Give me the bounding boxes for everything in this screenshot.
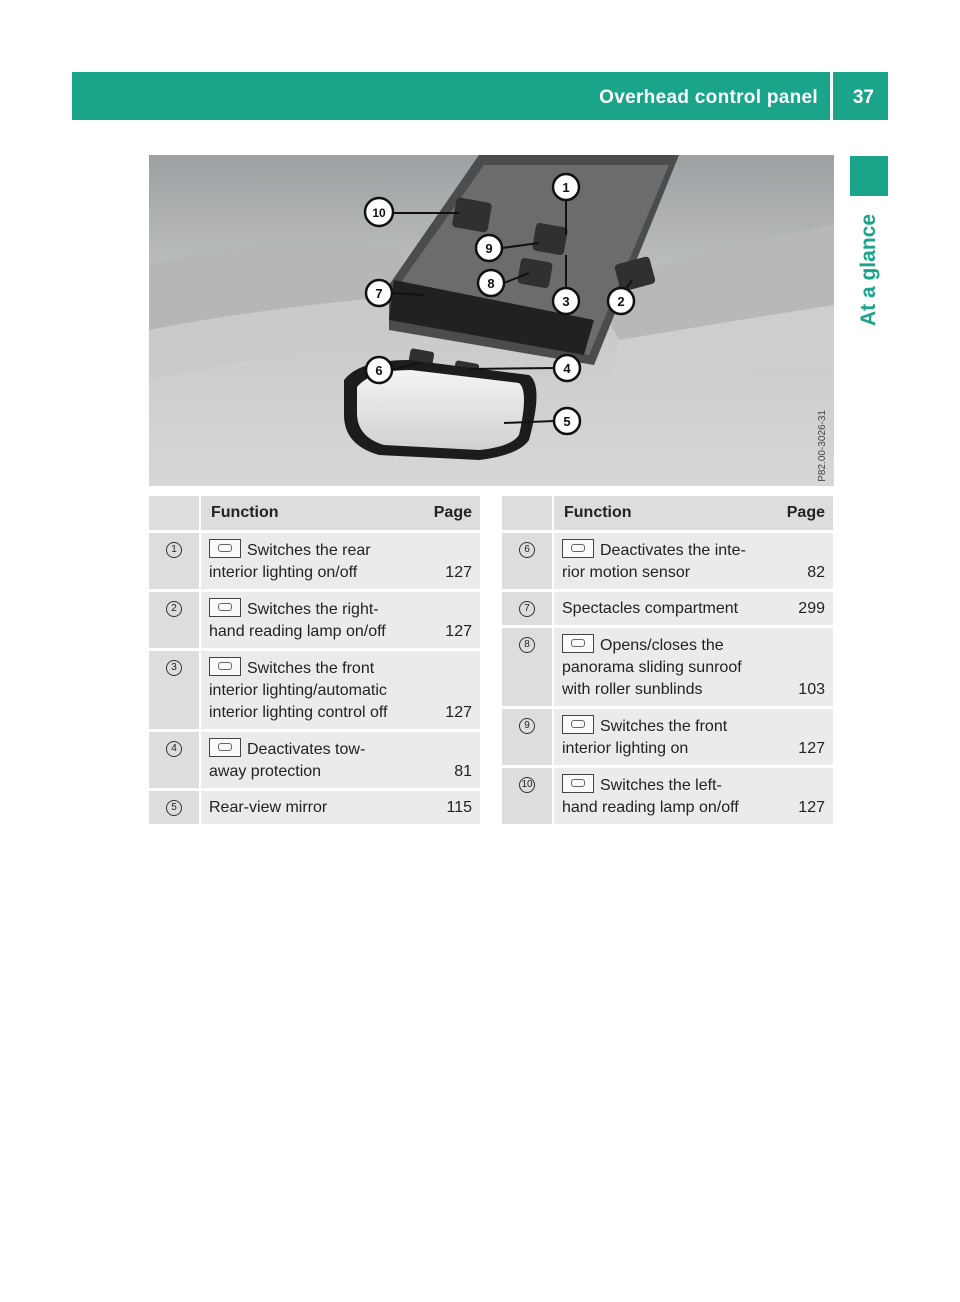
item-number: 3 (166, 660, 182, 676)
overhead-panel-illustration (149, 155, 834, 486)
header-divider (830, 72, 833, 120)
section-title: Overhead control panel (599, 87, 818, 108)
sunroof-icon (562, 634, 594, 653)
table-row (149, 790, 480, 826)
overhead-panel-photo (149, 155, 834, 486)
function-text: Opens/closes the (600, 637, 724, 654)
function-text: with roller sunblinds (562, 681, 703, 698)
page-reference: 115 (412, 790, 480, 826)
table-row (502, 627, 833, 708)
rear-interior-light-icon (209, 539, 241, 558)
callout-10 (365, 198, 393, 226)
function-text: Spectacles compartment (553, 591, 765, 627)
function-text: panorama sliding sunroof (562, 659, 742, 676)
header-page: Page (765, 496, 833, 532)
item-number: 10 (519, 777, 535, 793)
function-text: Switches the right- (247, 601, 379, 618)
side-tab-label: At a glance (857, 213, 880, 327)
callout-6 (366, 357, 392, 383)
function-table-left (149, 496, 480, 827)
page-reference: 127 (412, 532, 480, 591)
svg-text:1: 1 (562, 180, 570, 195)
item-number: 7 (519, 601, 535, 617)
svg-text:7: 7 (375, 286, 383, 301)
function-text: interior lighting on/off (209, 564, 358, 581)
header-page: Page (412, 496, 480, 532)
page-reference: 82 (765, 532, 833, 591)
callout-8 (478, 270, 504, 296)
table-header-row (149, 496, 480, 532)
svg-text:2: 2 (617, 294, 625, 309)
table-row (149, 650, 480, 731)
function-table-right (502, 496, 833, 827)
function-text: Switches the front (247, 660, 375, 677)
table-row (502, 767, 833, 826)
item-number: 4 (166, 741, 182, 757)
page-reference: 127 (765, 767, 833, 826)
callout-7 (366, 280, 392, 306)
table-row (502, 708, 833, 767)
item-number: 1 (166, 542, 182, 558)
svg-text:10: 10 (372, 206, 386, 220)
callout-1 (553, 174, 579, 200)
table-row (502, 591, 833, 627)
interior-light-off-icon (209, 657, 241, 676)
item-number: 6 (519, 542, 535, 558)
table-row (149, 591, 480, 650)
svg-text:8: 8 (487, 276, 495, 291)
table-header-row (502, 496, 833, 532)
function-text: away protection (209, 763, 322, 780)
callout-4 (554, 355, 580, 381)
function-text: rior motion sensor (562, 564, 691, 581)
svg-text:6: 6 (375, 363, 383, 378)
function-text: interior lighting control off (209, 704, 388, 721)
function-text: hand reading lamp on/off (562, 799, 739, 816)
callout-5 (554, 408, 580, 434)
page-number: 37 (852, 87, 874, 108)
table-row (149, 532, 480, 591)
function-text: interior lighting/automatic (209, 682, 387, 699)
item-number: 2 (166, 601, 182, 617)
svg-text:9: 9 (485, 241, 493, 256)
page-reference: 127 (412, 650, 480, 731)
item-number: 5 (166, 800, 182, 816)
function-text: interior lighting on (562, 740, 689, 757)
callout-2 (608, 288, 634, 314)
front-interior-light-icon (562, 715, 594, 734)
svg-text:5: 5 (563, 414, 571, 429)
header-number-cell (502, 496, 553, 532)
header-function: Function (553, 496, 765, 532)
reading-lamp-icon (562, 774, 594, 793)
header-function: Function (200, 496, 412, 532)
motion-sensor-off-icon (562, 539, 594, 558)
function-text: Switches the rear (247, 542, 371, 559)
reading-lamp-icon (209, 598, 241, 617)
page-reference: 127 (765, 708, 833, 767)
svg-text:3: 3 (562, 294, 570, 309)
svg-text:4: 4 (563, 361, 571, 376)
item-number: 9 (519, 718, 535, 734)
side-tab-marker (850, 156, 888, 196)
callout-3 (553, 288, 579, 314)
page-reference: 103 (765, 627, 833, 708)
table-row (502, 532, 833, 591)
function-text: Switches the front (600, 718, 728, 735)
function-text: Deactivates the inte- (600, 542, 746, 559)
function-text: Rear-view mirror (200, 790, 412, 826)
page-header (72, 72, 888, 120)
side-tab (850, 200, 888, 340)
callout-9 (476, 235, 502, 261)
page-reference: 299 (765, 591, 833, 627)
table-row (149, 731, 480, 790)
function-text: Deactivates tow- (247, 741, 366, 758)
tow-away-off-icon (209, 738, 241, 757)
function-text: hand reading lamp on/off (209, 623, 386, 640)
page-reference: 127 (412, 591, 480, 650)
function-text: Switches the left- (600, 777, 722, 794)
figure-code: P82.00-3026-31 (817, 410, 828, 482)
item-number: 8 (519, 637, 535, 653)
page-reference: 81 (412, 731, 480, 790)
header-number-cell (149, 496, 200, 532)
